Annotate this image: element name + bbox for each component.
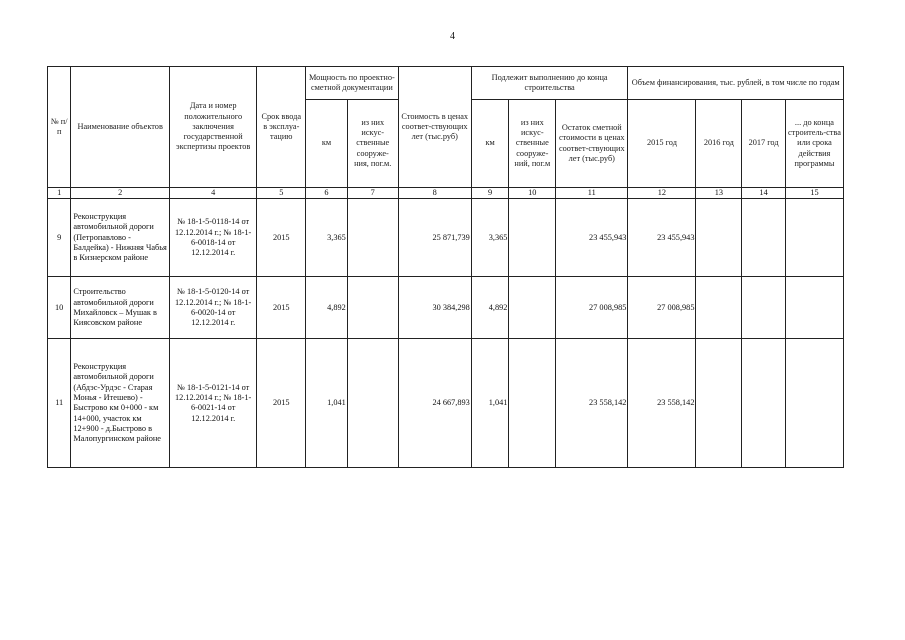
financing-2017: [742, 339, 786, 468]
column-number: 4: [169, 188, 256, 199]
column-number: 10: [509, 188, 556, 199]
column-number: 1: [48, 188, 71, 199]
expertise-info: № 18-1-5-0121-14 от 12.12.2014 г.; № 18-1-6-0021-14 от 12.12.2014 г.: [169, 339, 256, 468]
capacity-km: 3,365: [306, 199, 348, 277]
remaining-structures: [509, 199, 556, 277]
row-no: 9: [48, 199, 71, 277]
commission-year: 2015: [257, 199, 306, 277]
object-name: Реконструкция автомобильной дороги (Петропавлово - Балдейка) - Нижняя Чабья в Кизнерском районе: [71, 199, 170, 277]
table-row: [48, 199, 844, 277]
column-number: 14: [742, 188, 786, 199]
column-number-row: [48, 188, 844, 199]
header-financing-group: Объем финансирования, тыс. рублей, в том числе по годам: [628, 67, 844, 100]
header-year-2016: 2016 год: [696, 100, 742, 188]
cost: 25 871,739: [398, 199, 471, 277]
column-number: 15: [785, 188, 843, 199]
capacity-structures: [347, 339, 398, 468]
header-term: Срок ввода в эксплуа-тацию: [257, 67, 306, 188]
financing-2017: [742, 199, 786, 277]
financing-until-end: [785, 277, 843, 339]
header-remaining-km: км: [471, 100, 509, 188]
remaining-km: 1,041: [471, 339, 509, 468]
header-remaining-balance: Остаток сметной стоимости в ценах соответ-ствующих лет (тыс.руб): [556, 100, 628, 188]
row-no: 10: [48, 277, 71, 339]
commission-year: 2015: [257, 277, 306, 339]
expertise-info: № 18-1-5-0120-14 от 12.12.2014 г.; № 18-1-6-0020-14 от 12.12.2014 г.: [169, 277, 256, 339]
capacity-structures: [347, 277, 398, 339]
header-capacity-km: км: [306, 100, 348, 188]
column-number: 7: [347, 188, 398, 199]
capacity-structures: [347, 199, 398, 277]
table-row: [48, 339, 844, 468]
table-row: [48, 277, 844, 339]
remaining-km: 4,892: [471, 277, 509, 339]
expertise-info: № 18-1-5-0118-14 от 12.12.2014 г.; № 18-1-6-0018-14 от 12.12.2014 г.: [169, 199, 256, 277]
column-number: 8: [398, 188, 471, 199]
financing-2015: 23 558,142: [628, 339, 696, 468]
cost: 30 384,298: [398, 277, 471, 339]
column-number: 6: [306, 188, 348, 199]
header-year-2017: 2017 год: [742, 100, 786, 188]
commission-year: 2015: [257, 339, 306, 468]
header-name: Наименование объектов: [71, 67, 170, 188]
column-number: 2: [71, 188, 170, 199]
column-number: 12: [628, 188, 696, 199]
header-expertise: Дата и номер положительного заключения государственной экспертизы проектов: [169, 67, 256, 188]
financing-2015: 23 455,943: [628, 199, 696, 277]
column-number: 13: [696, 188, 742, 199]
column-number: 11: [556, 188, 628, 199]
financing-2016: [696, 277, 742, 339]
column-number: 9: [471, 188, 509, 199]
remaining-balance: 27 008,985: [556, 277, 628, 339]
column-number: 5: [257, 188, 306, 199]
page-number: 4: [450, 31, 455, 42]
financing-until-end: [785, 339, 843, 468]
capacity-km: 4,892: [306, 277, 348, 339]
cost: 24 667,893: [398, 339, 471, 468]
remaining-structures: [509, 339, 556, 468]
row-no: 11: [48, 339, 71, 468]
object-name: Строительство автомобильной дороги Михайловск – Мушак в Киясовском районе: [71, 277, 170, 339]
header-remaining-group: Подлежит выполнению до конца строительства: [471, 67, 628, 100]
object-name: Реконструкция автомобильной дороги (Абдэс-Урдэс - Старая Монья - Итешево) - Быстрово км 0+000 - км 14+000, участок км 12+900 - д.Быстрово в Малопургинском районе: [71, 339, 170, 468]
financing-2016: [696, 199, 742, 277]
header-cost: Стоимость в ценах соответ-ствующих лет (тыс.руб): [398, 67, 471, 188]
header-until-end: ... до конца строитель-ства или срока действия программы: [785, 100, 843, 188]
header-capacity-group: Мощность по проектно-сметной документации: [306, 67, 398, 100]
header-year-2015: 2015 год: [628, 100, 696, 188]
header-capacity-structures: из них искус-ственные сооруже-ния, пог.м.: [347, 100, 398, 188]
objects-table: [47, 66, 844, 468]
remaining-balance: 23 558,142: [556, 339, 628, 468]
header-remaining-structures: из них искус-ственные сооруже-ний, пог.м: [509, 100, 556, 188]
financing-2016: [696, 339, 742, 468]
remaining-balance: 23 455,943: [556, 199, 628, 277]
header-no: № п/п: [48, 67, 71, 188]
remaining-structures: [509, 277, 556, 339]
remaining-km: 3,365: [471, 199, 509, 277]
financing-2017: [742, 277, 786, 339]
financing-until-end: [785, 199, 843, 277]
capacity-km: 1,041: [306, 339, 348, 468]
financing-2015: 27 008,985: [628, 277, 696, 339]
